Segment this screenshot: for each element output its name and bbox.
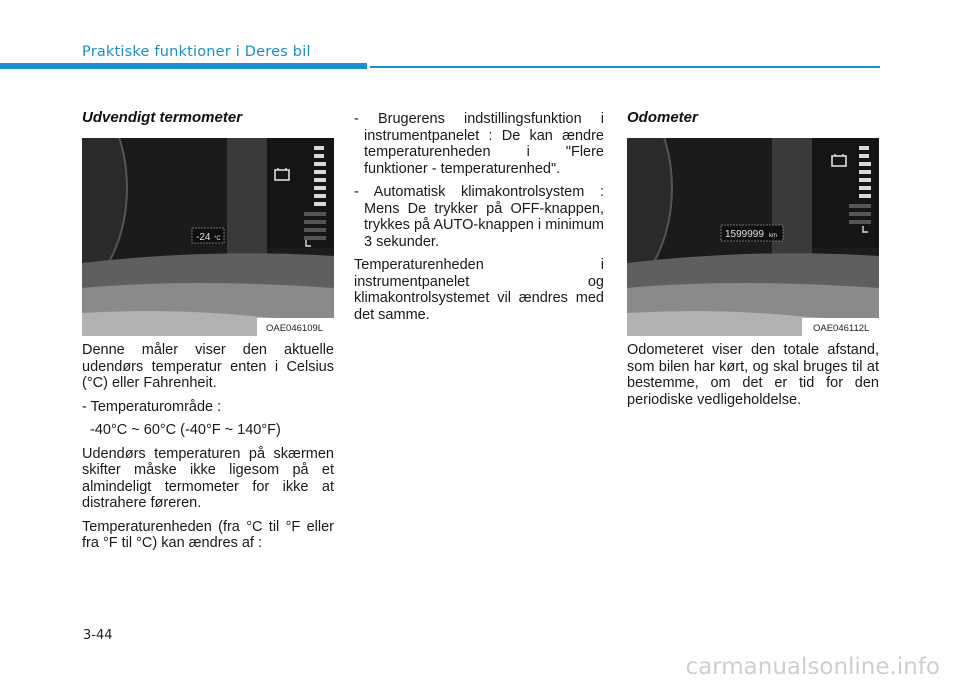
list-item: - Automatisk klimakontrolsystem : Mens De trykker på OFF-knappen, trykkes på AUTO-knappen i minimum 3 sekunder.	[354, 184, 604, 250]
list-item: - Temperaturområde :	[82, 398, 222, 415]
odometer-display: 1599999	[725, 229, 764, 240]
watermark: carmanualsonline.info	[685, 654, 940, 680]
header-rule-thick	[0, 63, 367, 69]
right-column-text	[627, 342, 879, 415]
middle-column-text	[354, 111, 604, 330]
thermometer-figure	[82, 138, 334, 336]
header-title: Praktiske funktioner i Deres bil	[82, 44, 311, 60]
paragraph: Odometeret viser den totale afstand, som bilen har kørt, og skal bruges til at bestemme, om det er tid for den periodiske vedligeholdelse.	[627, 342, 879, 408]
paragraph: Temperaturenheden (fra °C til °F eller fra °F til °C) kan ændres af :	[82, 518, 334, 551]
left-column-text	[82, 342, 334, 559]
paragraph: Udendørs temperaturen på skærmen skifter måske ikke ligesom på et almindeligt termometer for ikke at distrahere føreren.	[82, 445, 334, 511]
thermometer-figure-code: OAE046109L	[266, 323, 324, 334]
thermometer-display-unit: °C	[214, 236, 221, 242]
paragraph: -40°C ~ 60°C (-40°F ~ 140°F)	[90, 422, 281, 438]
list-item: - Brugerens indstillingsfunktion i instrumentpanelet : De kan ændre temperaturenheden i "Flere funktioner - temperaturenhed".	[354, 111, 604, 177]
odometer-figure	[627, 138, 879, 336]
page-number: 3-44	[83, 628, 113, 643]
thermometer-display: -24	[196, 232, 211, 243]
odometer-heading: Odometer	[627, 109, 698, 126]
header-rule-thin	[370, 66, 880, 68]
odometer-figure-code: OAE046112L	[813, 323, 870, 334]
paragraph: Temperaturenheden i instrumentpanelet og klimakontrolsystemet vil ændres med det samme.	[354, 257, 604, 323]
thermometer-heading: Udvendigt termometer	[82, 109, 243, 126]
paragraph: Denne måler viser den aktuelle udendørs temperatur enten i Celsius (°C) eller Fahrenheit.	[82, 342, 334, 391]
odometer-display-unit: km	[769, 233, 777, 239]
